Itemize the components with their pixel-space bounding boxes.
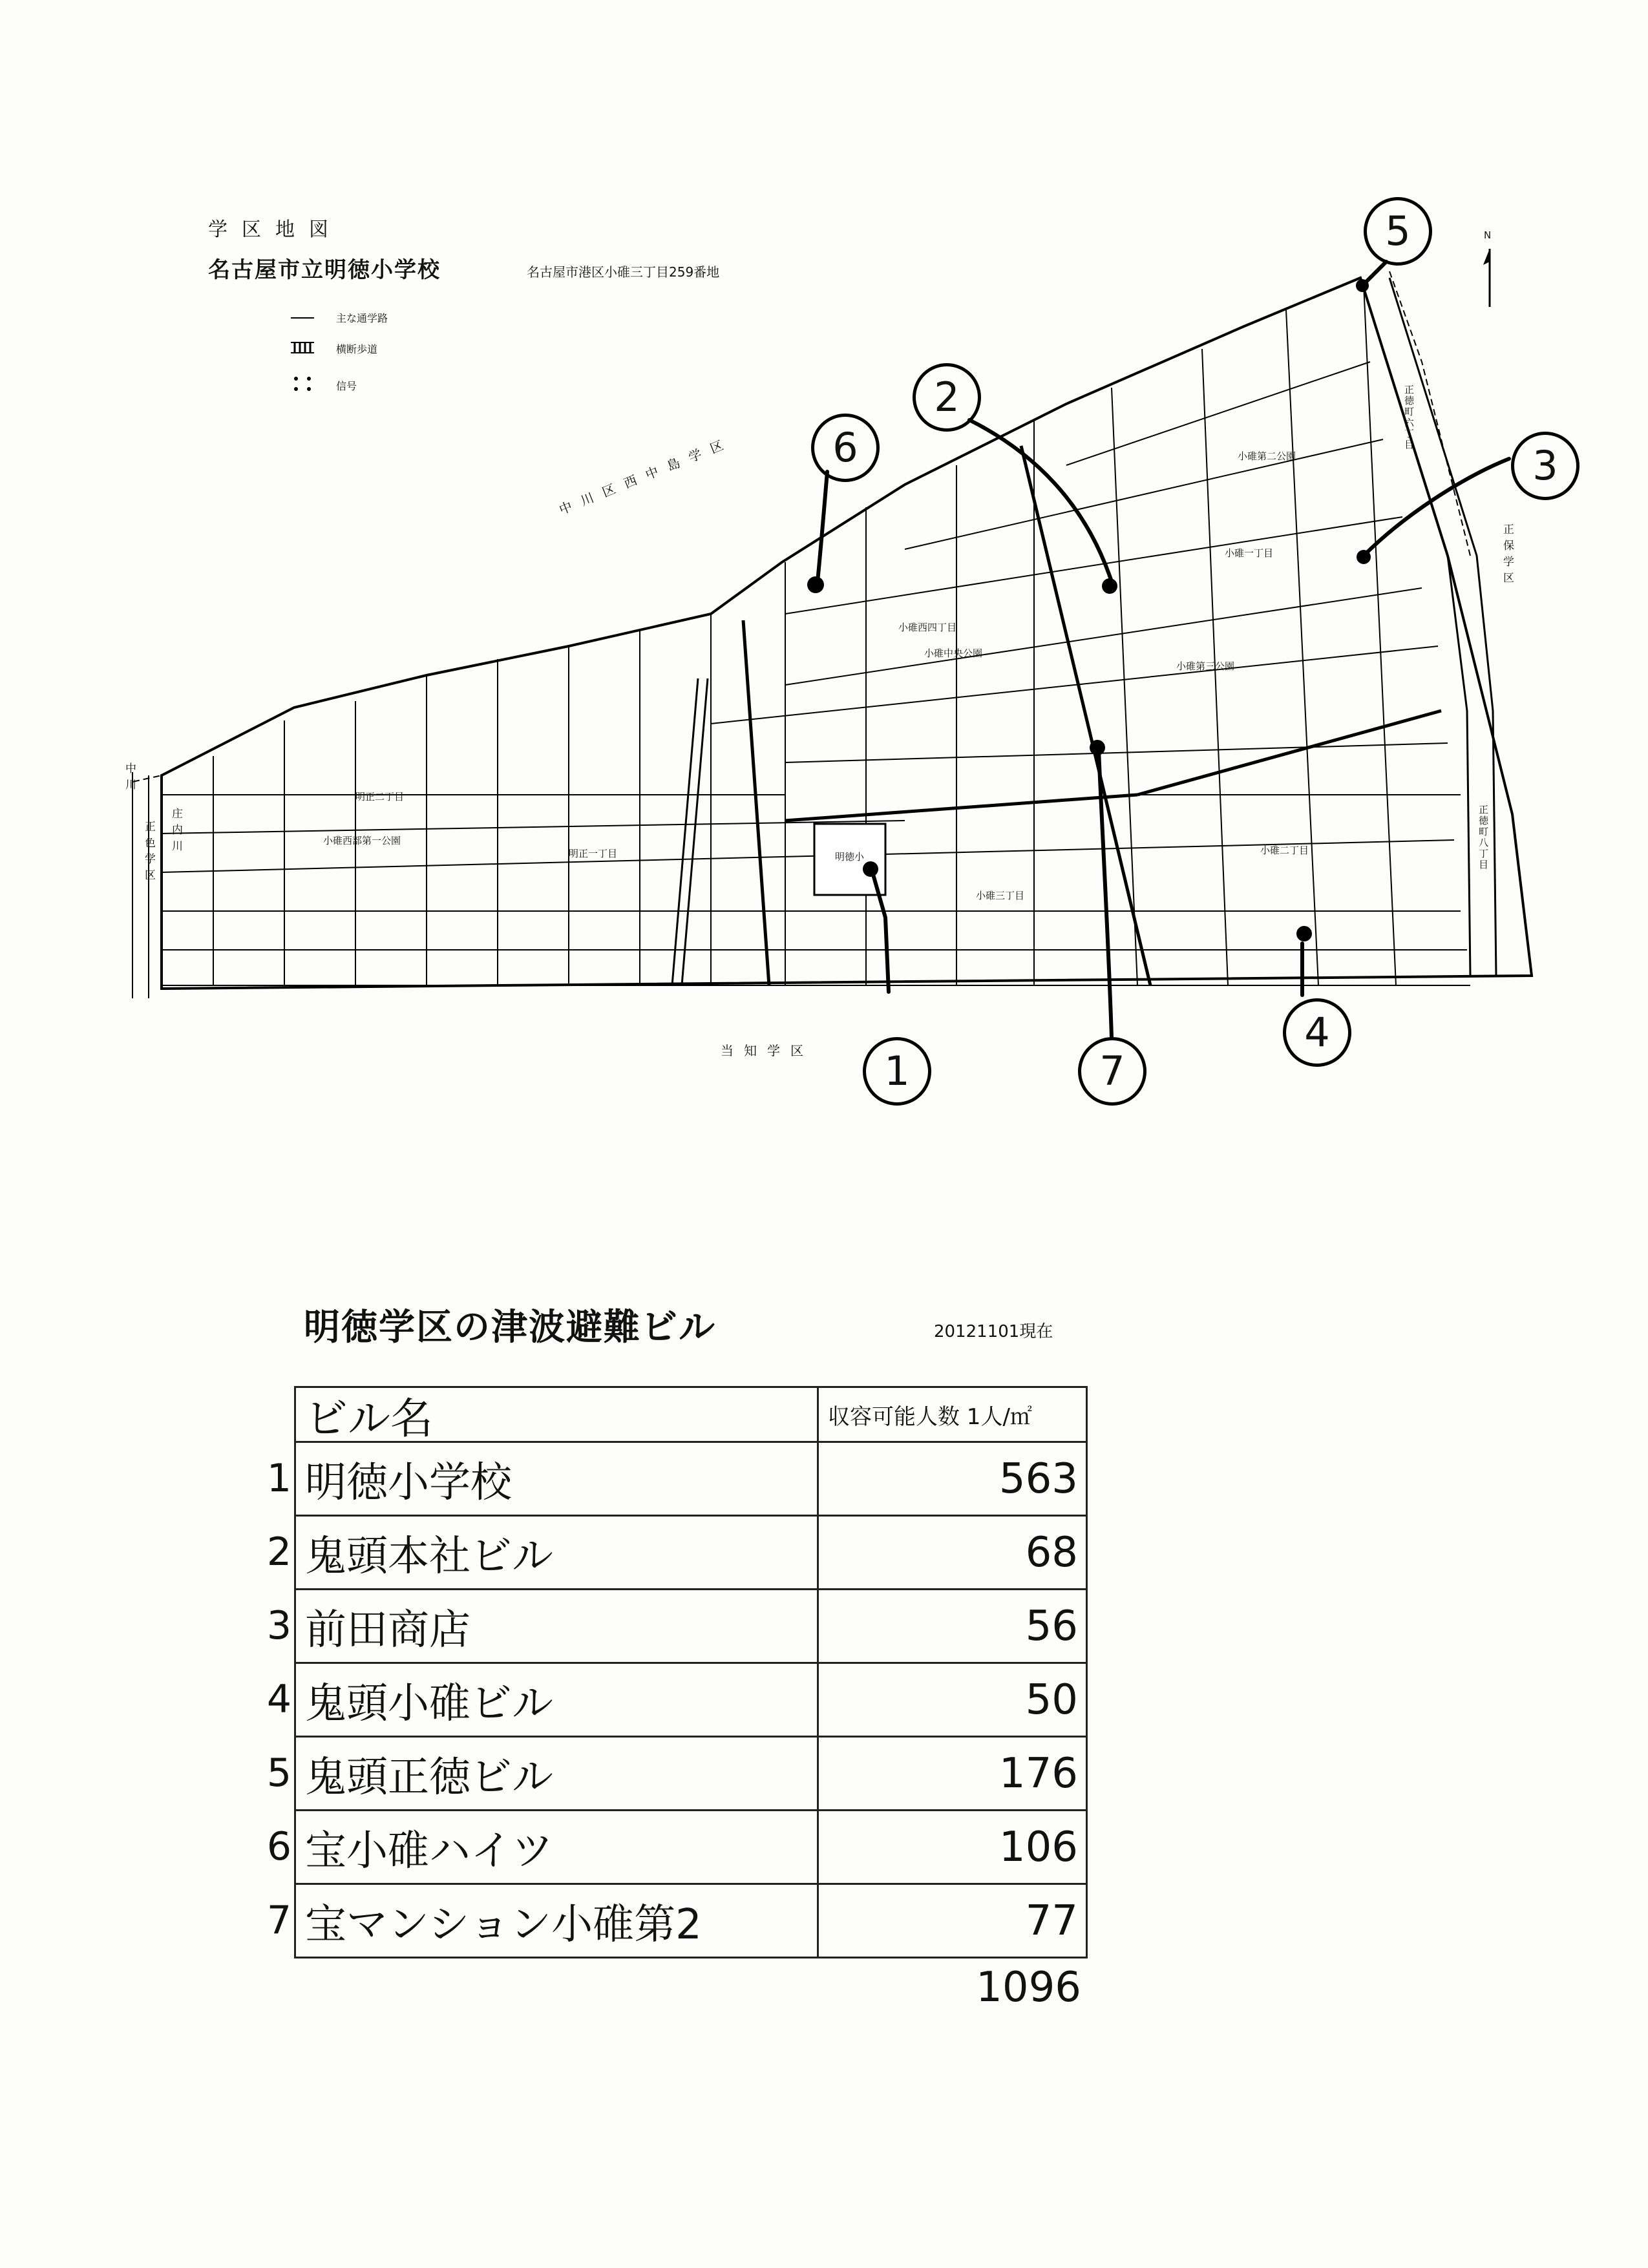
table-row: [266, 1443, 1088, 1517]
neighbor-west: 正色学区: [142, 821, 155, 885]
marker-5[interactable]: 5: [1364, 197, 1432, 266]
marker-2[interactable]: 2: [913, 363, 981, 432]
building-name: 宝小碓ハイツ: [294, 1811, 819, 1883]
neighbor-northwest: 中川区西中島学区: [556, 433, 735, 518]
table-title: 明徳学区の津波避難ビル: [304, 1307, 716, 1349]
building-capacity: 56: [819, 1590, 1088, 1662]
table-row: [266, 1590, 1088, 1664]
building-name: 明徳小学校: [294, 1443, 819, 1515]
table-row: [266, 1738, 1088, 1811]
building-capacity: 176: [819, 1738, 1088, 1809]
outer-boundary-dashed: [132, 271, 1470, 998]
area-label: 正徳町八丁目: [1477, 804, 1489, 870]
building-name: 鬼頭小碓ビル: [294, 1664, 819, 1736]
marker-dots: [807, 279, 1371, 941]
area-label: 正徳町六丁目: [1403, 384, 1415, 450]
building-capacity: 50: [819, 1664, 1088, 1736]
row-number: 3: [266, 1603, 291, 1648]
building-name: 前田商店: [294, 1590, 819, 1662]
area-label: 小碓三丁目: [976, 890, 1025, 901]
table-row: [266, 1811, 1088, 1885]
area-label: 小碓一丁目: [1225, 547, 1274, 559]
building-capacity: 563: [819, 1443, 1088, 1515]
capacity-total: 1096: [976, 1964, 1081, 2011]
area-label: 明正二丁目: [355, 791, 405, 803]
legend-route: 主な通学路: [336, 312, 388, 324]
building-capacity: 77: [819, 1885, 1088, 1957]
marker-1[interactable]: 1: [863, 1037, 931, 1106]
evacuation-table: [266, 1386, 1088, 2017]
table-header-row: [294, 1386, 1088, 1443]
railway: [672, 678, 708, 985]
row-number: 4: [266, 1677, 291, 1722]
river-name: 庄内川: [169, 808, 182, 856]
row-number: 6: [266, 1824, 291, 1869]
table-date: 20121101現在: [934, 1322, 1053, 1341]
school-address: 名古屋市港区小碓三丁目259番地: [527, 264, 720, 280]
area-label: 小碓第三公園: [1176, 660, 1235, 672]
building-capacity: 106: [819, 1811, 1088, 1883]
marker-4[interactable]: 4: [1283, 998, 1351, 1067]
marker-3[interactable]: 3: [1511, 432, 1579, 500]
area-label: 小碓中央公園: [924, 647, 983, 659]
legend-signal: 信号: [336, 380, 357, 392]
neighbor-south: 当知学区: [721, 1043, 814, 1058]
marker-7[interactable]: 7: [1078, 1037, 1146, 1106]
north-arrow-icon: [1483, 249, 1490, 307]
north-label: N: [1484, 229, 1492, 241]
area-label: 小碓二丁目: [1260, 845, 1309, 856]
river: [132, 772, 149, 998]
building-capacity: 68: [819, 1517, 1088, 1588]
area-label: 小碓西四丁目: [898, 622, 957, 633]
area-label: 小碓西部第一公園: [323, 835, 401, 846]
row-number: 5: [266, 1750, 291, 1796]
table-row: [266, 1664, 1088, 1738]
east-road: [1360, 278, 1496, 976]
building-name: 鬼頭正徳ビル: [294, 1738, 819, 1809]
area-label: 明正一丁目: [569, 848, 618, 859]
legend-crosswalk: 横断歩道: [336, 343, 378, 355]
school-name: 名古屋市立明徳小学校: [208, 257, 441, 283]
row-number: 1: [266, 1456, 291, 1501]
building-name: 鬼頭本社ビル: [294, 1517, 819, 1588]
neighbor-west-river: 中川: [123, 762, 136, 795]
col-capacity-header: 収容可能人数 1人/㎡: [819, 1388, 1088, 1441]
area-label: 小碓第二公園: [1238, 450, 1296, 462]
row-number: 7: [266, 1898, 291, 1943]
marker-6[interactable]: 6: [811, 414, 880, 482]
map-title: 学区地図: [208, 218, 343, 241]
building-name: 宝マンション小碓第2: [294, 1885, 819, 1957]
neighbor-east: 正保学区: [1501, 523, 1514, 588]
school-label: 明徳小: [835, 851, 865, 863]
table-row: [266, 1517, 1088, 1590]
table-row: [266, 1885, 1088, 1958]
row-number: 2: [266, 1529, 291, 1575]
col-name-header: ビル名: [294, 1388, 819, 1441]
